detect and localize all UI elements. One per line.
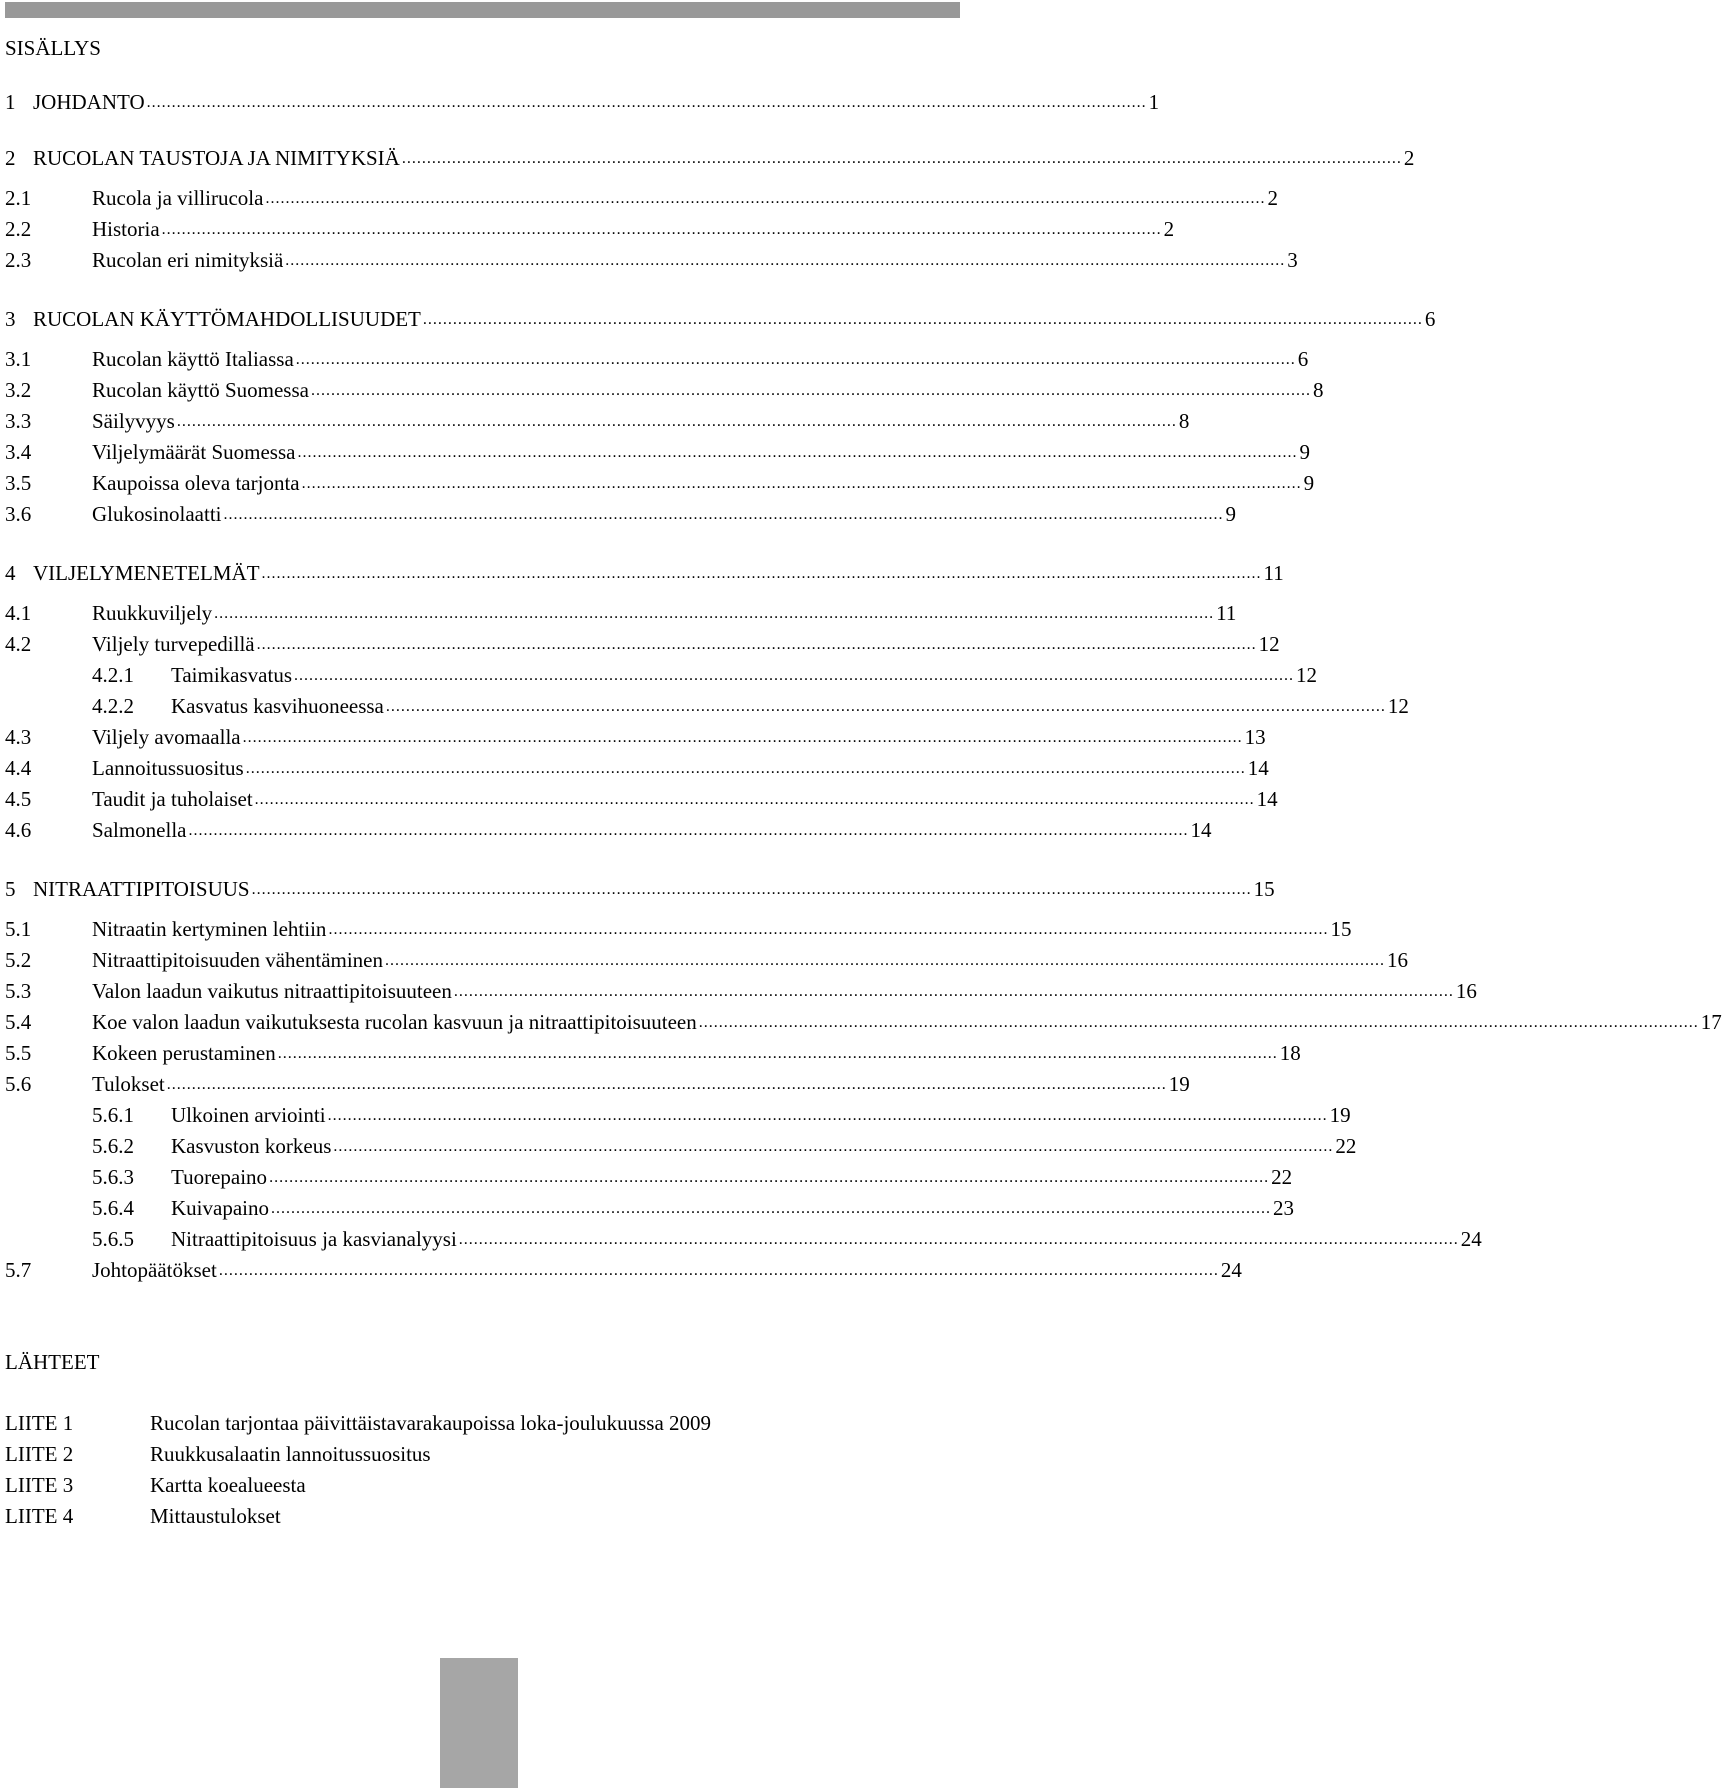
references-heading[interactable]: LÄHTEET	[5, 1350, 100, 1374]
toc-entry-page: 11	[1216, 601, 1237, 625]
toc-leader-dots: ........................................................................................................................................................................................................	[385, 951, 1386, 969]
toc-entry-number: 4.6	[5, 818, 32, 842]
toc-entry-number: 5.7	[5, 1258, 32, 1282]
toc-leader-dots: ........................................................................................................................................................................................................	[327, 1106, 1328, 1124]
toc-entry-number: 4.5	[5, 787, 32, 811]
toc-entry-page: 24	[1460, 1227, 1482, 1251]
toc-entry-number: 1	[5, 90, 16, 114]
toc-entry[interactable]	[92, 1162, 1293, 1189]
toc-entry-title: Rucola ja villirucola	[92, 186, 264, 210]
toc-entry[interactable]	[92, 1193, 1294, 1220]
toc-entry[interactable]	[5, 468, 1315, 495]
toc-entry-number: 3	[5, 307, 16, 331]
toc-entry-title: Rucolan käyttö Suomessa	[92, 378, 309, 402]
toc-entry-title: Kasvuston korkeus	[171, 1134, 332, 1158]
toc-entry-page: 15	[1330, 917, 1352, 941]
toc-entry[interactable]	[5, 1069, 1190, 1096]
toc-leader-dots: ........................................................................................................................................................................................................	[270, 1199, 1271, 1217]
toc-entry[interactable]	[5, 437, 1310, 464]
toc-entry-page: 17	[1700, 1010, 1722, 1034]
toc-entry-page: 8	[1312, 378, 1324, 402]
toc-entry-number: 3.1	[5, 347, 32, 371]
toc-entry-page: 14	[1247, 756, 1269, 780]
toc-leader-dots: ........................................................................................................................................................................................................	[256, 635, 1257, 653]
toc-entry-title: NITRAATTIPITOISUUS	[33, 877, 250, 901]
toc-leader-dots: ........................................................................................................................................................................................................	[188, 821, 1189, 839]
toc-entry-title: Historia	[92, 217, 160, 241]
toc-leader-dots: ........................................................................................................................................................................................................	[294, 666, 1295, 684]
toc-entry-title: Valon laadun vaikutus nitraattipitoisuuteen	[92, 979, 452, 1003]
toc-entry-number: 3.6	[5, 502, 32, 526]
appendix-label: LIITE 2	[5, 1442, 74, 1466]
toc-leader-dots: ........................................................................................................................................................................................................	[295, 350, 1296, 368]
toc-entry[interactable]	[5, 629, 1280, 656]
toc-entry-title: RUCOLAN KÄYTTÖMAHDOLLISUUDET	[33, 307, 421, 331]
toc-entry[interactable]	[92, 1131, 1357, 1158]
appendix-title: Rucolan tarjontaa päivittäistavarakaupoissa loka-joulukuussa 2009	[150, 1411, 712, 1435]
toc-entry-page: 8	[1178, 409, 1190, 433]
toc-leader-dots: ........................................................................................................................................................................................................	[333, 1137, 1334, 1155]
toc-entry-number: 5.1	[5, 917, 32, 941]
toc-entry-number: 5.4	[5, 1010, 32, 1034]
top-divider-bar	[5, 2, 960, 18]
toc-entry-title: Glukosinolaatti	[92, 502, 222, 526]
appendix-entry[interactable]	[5, 1475, 306, 1496]
toc-entry-page: 19	[1168, 1072, 1190, 1096]
toc-entry[interactable]	[5, 753, 1269, 780]
toc-entry-number: 5.5	[5, 1041, 32, 1065]
toc-entry-number: 3.3	[5, 409, 32, 433]
toc-leader-dots: ........................................................................................................................................................................................................	[301, 474, 1302, 492]
toc-entry-number: 2.1	[5, 186, 32, 210]
toc-entry-title: Nitraatin kertyminen lehtiin	[92, 917, 327, 941]
toc-entry-number: 5.6.4	[92, 1196, 134, 1220]
toc-entry-page: 24	[1220, 1258, 1242, 1282]
toc-entry[interactable]	[5, 214, 1175, 241]
toc-entry-title: Koe valon laadun vaikutuksesta rucolan kasvuun ja nitraattipitoisuuteen	[92, 1010, 697, 1034]
toc-entry-title: Kuivapaino	[171, 1196, 269, 1220]
appendix-title: Mittaustulokset	[150, 1504, 281, 1528]
toc-leader-dots: ........................................................................................................................................................................................................	[223, 505, 1224, 523]
toc-entry-page: 2	[1403, 146, 1415, 170]
toc-leader-dots: ........................................................................................................................................................................................................	[261, 564, 1262, 582]
toc-leader-dots: ........................................................................................................................................................................................................	[251, 880, 1252, 898]
toc-entry-number: 5.6.3	[92, 1165, 134, 1189]
toc-entry-title: Rucolan käyttö Italiassa	[92, 347, 294, 371]
toc-entry-title: JOHDANTO	[33, 90, 145, 114]
toc-leader-dots: ........................................................................................................................................................................................................	[245, 759, 1246, 777]
toc-leader-dots: ........................................................................................................................................................................................................	[385, 697, 1386, 715]
toc-leader-dots: ........................................................................................................................................................................................................	[254, 790, 1255, 808]
toc-entry-title: Taudit ja tuholaiset	[92, 787, 253, 811]
toc-entry-number: 4	[5, 561, 16, 585]
toc-entry[interactable]	[92, 691, 1409, 718]
toc-entry-number: 5.2	[5, 948, 32, 972]
toc-entry-number: 3.2	[5, 378, 32, 402]
toc-entry[interactable]	[5, 304, 1436, 331]
toc-leader-dots: ........................................................................................................................................................................................................	[265, 189, 1266, 207]
toc-entry-page: 23	[1272, 1196, 1294, 1220]
toc-entry[interactable]	[5, 1255, 1242, 1282]
appendix-title: Kartta koealueesta	[150, 1473, 306, 1497]
toc-entry-title: Johtopäätökset	[92, 1258, 217, 1282]
appendix-label: LIITE 1	[5, 1411, 74, 1435]
toc-entry-page: 9	[1299, 440, 1310, 464]
toc-entry-title: VILJELYMENETELMÄT	[33, 561, 260, 585]
appendix-label: LIITE 4	[5, 1504, 74, 1528]
toc-entry-page: 14	[1256, 787, 1278, 811]
toc-entry-title: Kaupoissa oleva tarjonta	[92, 471, 300, 495]
toc-entry-page: 19	[1329, 1103, 1351, 1127]
toc-entry-page: 16	[1455, 979, 1477, 1003]
toc-entry-number: 2	[5, 146, 16, 170]
toc-entry[interactable]	[5, 375, 1324, 402]
toc-leader-dots: ........................................................................................................................................................................................................	[214, 604, 1215, 622]
toc-entry-title: Kasvatus kasvihuoneessa	[171, 694, 384, 718]
toc-entry-number: 5.3	[5, 979, 32, 1003]
toc-entry-page: 18	[1279, 1041, 1301, 1065]
toc-entry-number: 2.2	[5, 217, 32, 241]
toc-entry-number: 4.2	[5, 632, 32, 656]
toc-entry-page: 14	[1190, 818, 1212, 842]
toc-entry-title: Tulokset	[92, 1072, 165, 1096]
toc-leader-dots: ........................................................................................................................................................................................................	[458, 1230, 1459, 1248]
toc-entry-page: 2	[1267, 186, 1278, 210]
appendix-title: Ruukkusalaatin lannoitussuositus	[150, 1442, 431, 1466]
toc-title: SISÄLLYS	[5, 36, 101, 60]
toc-entry-page: 9	[1225, 502, 1236, 526]
toc-entry[interactable]	[5, 874, 1275, 901]
toc-leader-dots: ........................................................................................................................................................................................................	[218, 1261, 1219, 1279]
toc-entry-title: Tuorepaino	[171, 1165, 268, 1189]
toc-entry-number: 4.4	[5, 756, 32, 780]
toc-leader-dots: ........................................................................................................................................................................................................	[161, 220, 1162, 238]
toc-entry-title: Viljely avomaalla	[92, 725, 241, 749]
toc-entry-page: 3	[1287, 248, 1298, 272]
toc-entry-title: Viljelymäärät Suomessa	[92, 440, 296, 464]
toc-entry-title: Ulkoinen arviointi	[171, 1103, 326, 1127]
toc-entry-page: 12	[1387, 694, 1409, 718]
toc-entry-page: 12	[1258, 632, 1280, 656]
toc-entry[interactable]	[5, 722, 1266, 749]
toc-entry[interactable]	[5, 914, 1352, 941]
appendix-label: LIITE 3	[5, 1473, 74, 1497]
toc-leader-dots: ........................................................................................................................................................................................................	[401, 149, 1402, 167]
toc-leader-dots: ........................................................................................................................................................................................................	[146, 93, 1147, 111]
toc-entry-page: 9	[1303, 471, 1315, 495]
appendix-entry[interactable]	[5, 1506, 281, 1527]
toc-entry-title: Rucolan eri nimityksiä	[92, 248, 284, 272]
toc-entry-number: 3.4	[5, 440, 32, 464]
toc-entry-title: Lannoitussuositus	[92, 756, 244, 780]
toc-entry[interactable]	[92, 660, 1318, 687]
toc-entry[interactable]	[5, 183, 1278, 210]
toc-entry[interactable]	[5, 344, 1309, 371]
appendix-entry[interactable]	[5, 1444, 431, 1465]
toc-entry-title: Nitraattipitoisuus ja kasvianalyysi	[171, 1227, 457, 1251]
toc-entry[interactable]	[5, 784, 1278, 811]
toc-entry-page: 6	[1424, 307, 1436, 331]
toc-entry[interactable]	[92, 1224, 1482, 1251]
toc-entry-number: 5.6	[5, 1072, 32, 1096]
toc-entry-number: 4.2.2	[92, 694, 134, 718]
appendix-entry[interactable]	[5, 1413, 711, 1434]
toc-entry[interactable]	[5, 976, 1477, 1003]
toc-entry-page: 15	[1253, 877, 1275, 901]
toc-entry-number: 3.5	[5, 471, 32, 495]
toc-entry-title: Ruukkuviljely	[92, 601, 213, 625]
toc-entry-number: 4.1	[5, 601, 32, 625]
toc-entry-number: 2.3	[5, 248, 32, 272]
toc-entry-title: Viljely turvepedillä	[92, 632, 255, 656]
toc-entry[interactable]	[5, 945, 1409, 972]
toc-entry-number: 5.6.1	[92, 1103, 134, 1127]
toc-entry[interactable]	[5, 598, 1237, 625]
toc-entry-page: 16	[1387, 948, 1409, 972]
toc-entry-page: 2	[1163, 217, 1175, 241]
toc-entry-page: 6	[1297, 347, 1309, 371]
toc-leader-dots: ........................................................................................................................................................................................................	[698, 1013, 1699, 1031]
toc-entry-title: Kokeen perustaminen	[92, 1041, 276, 1065]
toc-entry-page: 1	[1148, 90, 1160, 114]
toc-leader-dots: ........................................................................................................................................................................................................	[242, 728, 1243, 746]
toc-entry-page: 11	[1263, 561, 1284, 585]
toc-leader-dots: ........................................................................................................................................................................................................	[328, 920, 1329, 938]
toc-leader-dots: ........................................................................................................................................................................................................	[285, 251, 1286, 269]
toc-leader-dots: ........................................................................................................................................................................................................	[453, 982, 1454, 1000]
toc-entry-page: 12	[1296, 663, 1318, 687]
toc-entry-number: 5.6.5	[92, 1227, 134, 1251]
toc-leader-dots: ........................................................................................................................................................................................................	[269, 1168, 1270, 1186]
toc-entry-page: 13	[1244, 725, 1266, 749]
toc-leader-dots: ........................................................................................................................................................................................................	[166, 1075, 1167, 1093]
toc-entry[interactable]	[5, 558, 1284, 585]
toc-entry-title: RUCOLAN TAUSTOJA JA NIMITYKSIÄ	[33, 146, 400, 170]
toc-entry-number: 5.6.2	[92, 1134, 134, 1158]
toc-entry-page: 22	[1335, 1134, 1357, 1158]
toc-entry[interactable]	[5, 87, 1160, 114]
toc-entry[interactable]	[5, 499, 1236, 526]
page-number-block	[440, 1658, 518, 1788]
toc-entry[interactable]	[5, 815, 1212, 842]
toc-entry-title: Salmonella	[92, 818, 187, 842]
toc-entry-title: Taimikasvatus	[171, 663, 293, 687]
toc-entry-page: 22	[1271, 1165, 1293, 1189]
toc-leader-dots: ........................................................................................................................................................................................................	[422, 310, 1423, 328]
toc-entry[interactable]	[5, 1038, 1301, 1065]
toc-leader-dots: ........................................................................................................................................................................................................	[297, 443, 1298, 461]
toc-entry-number: 4.2.1	[92, 663, 134, 687]
toc-leader-dots: ........................................................................................................................................................................................................	[310, 381, 1311, 399]
toc-leader-dots: ........................................................................................................................................................................................................	[176, 412, 1177, 430]
toc-entry-number: 5	[5, 877, 16, 901]
toc-entry-title: Nitraattipitoisuuden vähentäminen	[92, 948, 384, 972]
toc-entry-title: Säilyvyys	[92, 409, 175, 433]
toc-entry[interactable]	[5, 143, 1415, 170]
toc-entry-number: 4.3	[5, 725, 32, 749]
toc-entry[interactable]	[92, 1100, 1351, 1127]
toc-entry[interactable]	[5, 245, 1298, 272]
toc-leader-dots: ........................................................................................................................................................................................................	[277, 1044, 1278, 1062]
toc-entry[interactable]	[5, 406, 1190, 433]
toc-entry[interactable]	[5, 1007, 1722, 1034]
